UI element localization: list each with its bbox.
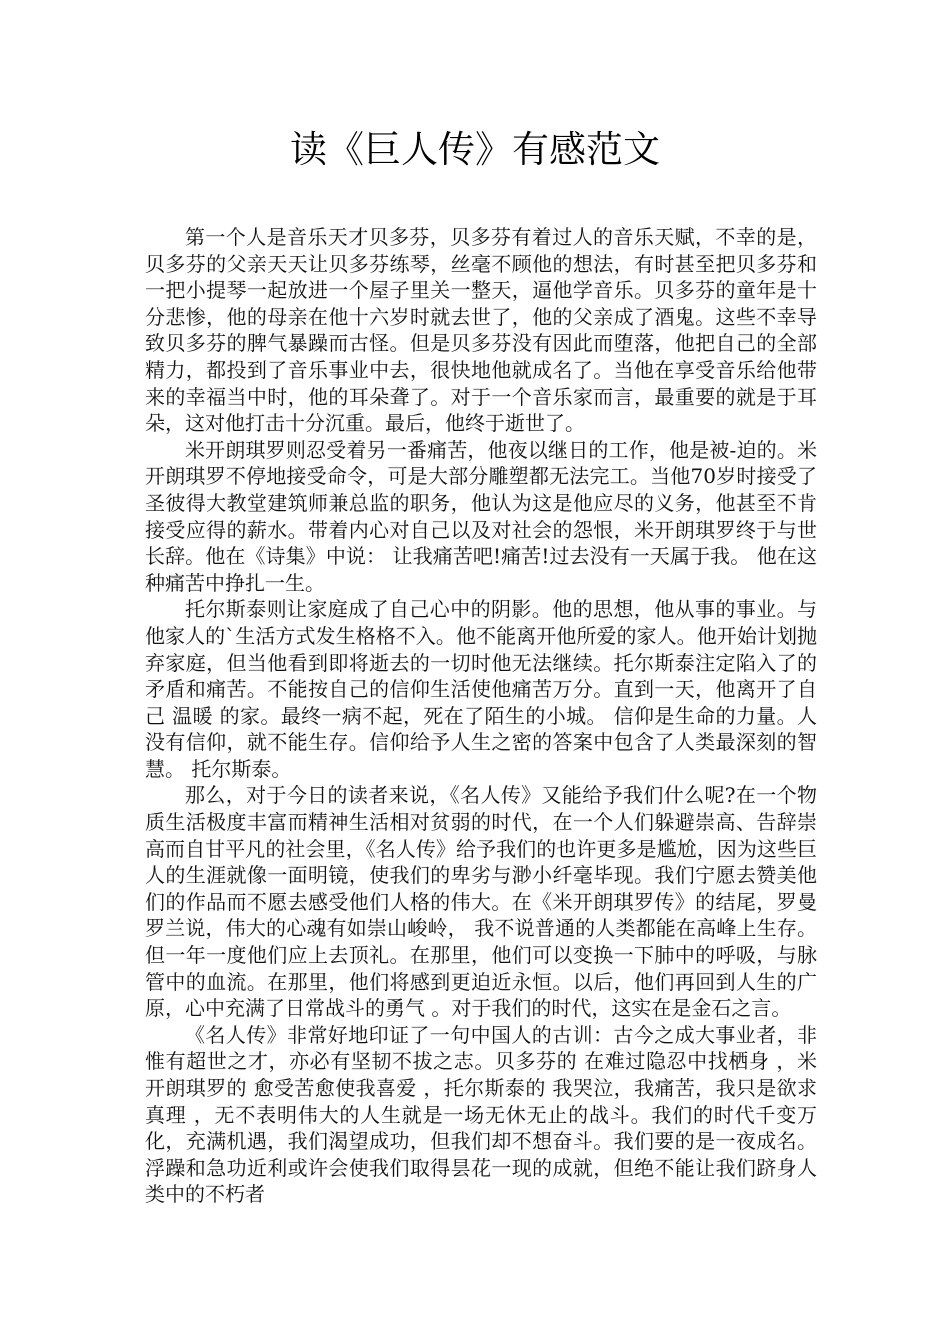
- paragraph-conclusion: 《名人传》非常好地印证了一句中国人的古训：古今之成大事业者，非惟有超世之才，亦必有坚韧不拔之志。贝多芬的 在难过隐忍中找栖身 ，米开朗琪罗的 愈受苦愈使我喜爱 ，托尔斯泰的 我哭泣，我痛苦，我只是欲求真理 ，无不表明伟大的人生就是一场无休无止的战斗。我们的时代千变万化，充满机遇，我们渴望成功，但我们却不想奋斗。我们要的是一夜成名。浮躁和急功近利或许会使我们取得昙花一现的成就，但绝不能让我们跻身人类中的不朽者: [145, 1022, 817, 1207]
- paragraph-tolstoy: 托尔斯泰则让家庭成了自己心中的阴影。他的思想，他从事的事业。与他家人的`生活方式发生格格不入。他不能离开他所爱的家人。他开始计划抛弃家庭，但当他看到即将逝去的一切时他无法继续。托尔斯泰注定陷入了的矛盾和痛苦。不能按自己的信仰生活使他痛苦万分。直到一天，他离开了自己 温暖 的家。最终一病不起，死在了陌生的小城。 信仰是生命的力量。人没有信仰，就不能生存。信仰给予人生之密的答案中包含了人类最深刻的智慧。 托尔斯泰。: [145, 597, 817, 781]
- paragraph-beethoven: 第一个人是音乐天才贝多芬，贝多芬有着过人的音乐天赋，不幸的是，贝多芬的父亲天天让贝多芬练琴，丝毫不顾他的想法，有时甚至把贝多芬和一把小提琴一起放进一个屋子里关一整天，逼他学音乐。贝多芬的童年是十分悲惨，他的母亲在他十六岁时就去世了，他的父亲成了酒鬼。这些不幸导致贝多芬的脾气暴躁而古怪。但是贝多芬没有因此而堕落，他把自己的全部精力，都投到了音乐事业中去，很快地他就成名了。当他在享受音乐给他带来的幸福当中时，他的耳朵聋了。对于一个音乐家而言，最重要的就是于耳朵，这对他打击十分沉重。最后，他终于逝世了。: [145, 225, 817, 436]
- document-title: 读《巨人传》有感范文: [290, 128, 660, 171]
- paragraph-michelangelo: 米开朗琪罗则忍受着另一番痛苦，他夜以继日的工作，他是被-迫的。米开朗琪罗不停地接受命令，可是大部分雕塑都无法完工。当他70岁时接受了圣彼得大教堂建筑师兼总监的职务，他认为这是他应尽的义务，他甚至不肯接受应得的薪水。带着内心对自己以及对社会的怨恨，米开朗琪罗终于与世长辞。他在《诗集》中说： 让我痛苦吧!痛苦!过去没有一天属于我。 他在这种痛苦中挣扎一生。: [145, 437, 817, 595]
- document-body: [145, 224, 817, 1208]
- paragraph-modern-readers: 那么，对于今日的读者来说，《名人传》又能给予我们什么呢?在一个物质生活极度丰富而精神生活相对贫弱的时代，在一个人们躲避崇高、告辞崇高而自甘平凡的社会里，《名人传》给予我们的也许更多是尴尬，因为这些巨人的生涯就像一面明镜，使我们的卑劣与渺小纤毫毕现。我们宁愿去赞美他们的作品而不愿去感受他们人格的伟大。在《米开朗琪罗传》的结尾，罗曼罗兰说，伟大的心魂有如崇山峻岭， 我不说普通的人类都能在高峰上生存。但一年一度他们应上去顶礼。在那里，他们可以变换一下肺中的呼吸，与脉管中的血流。在那里，他们将感到更迫近永恒。以后，他们再回到人生的广原，心中充满了日常战斗的勇气 。对于我们的时代，这实在是金石之言。: [145, 783, 817, 1021]
